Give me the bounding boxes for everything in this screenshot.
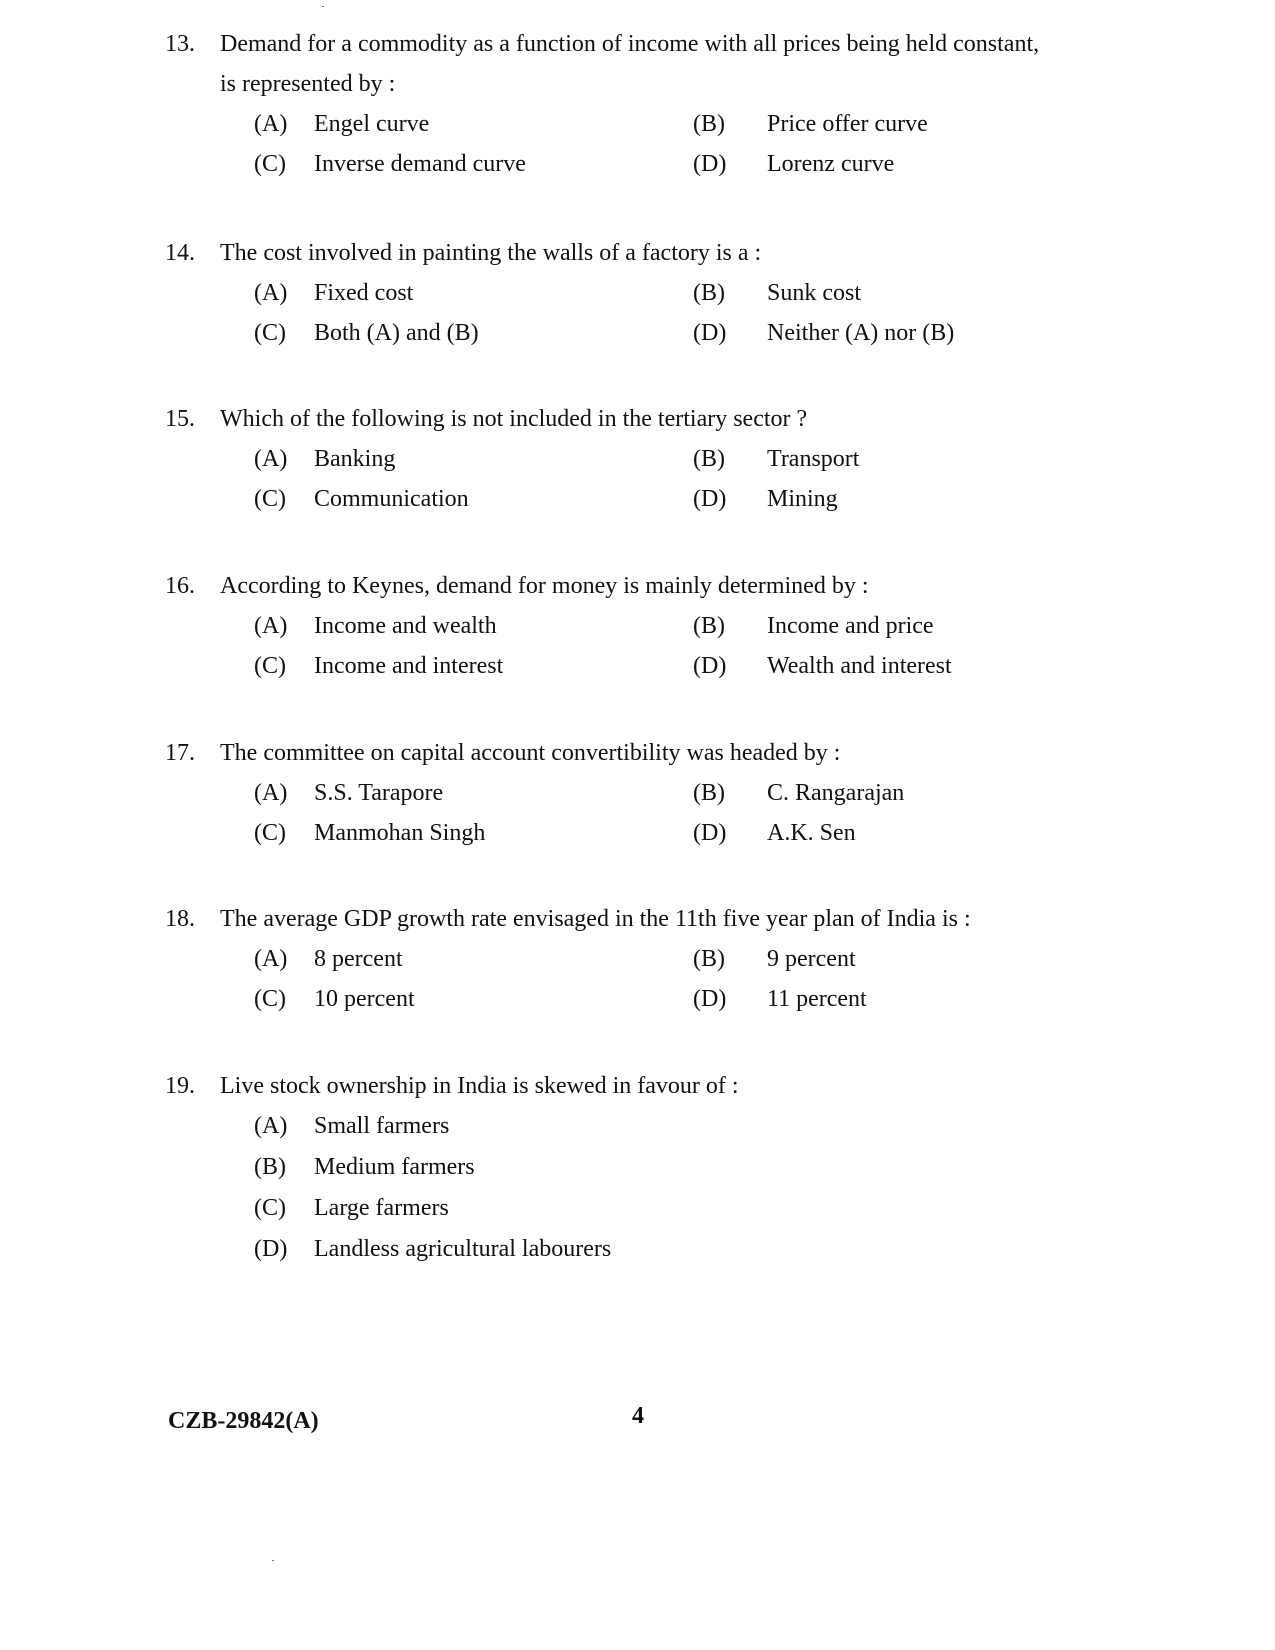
option-label: (B) <box>693 280 725 306</box>
option-text: Landless agricultural labourers <box>314 1236 612 1262</box>
option-text: Income and interest <box>314 653 504 679</box>
option-text: Manmohan Singh <box>314 820 486 846</box>
option-label: (C) <box>254 320 286 346</box>
option-text: Large farmers <box>314 1195 449 1221</box>
option-text: 8 percent <box>314 946 403 972</box>
option-label: (A) <box>254 280 288 306</box>
option-label: (C) <box>254 151 286 177</box>
question-text-line-1: The cost involved in painting the walls of a factory is a : <box>220 240 762 266</box>
option-label: (C) <box>254 986 286 1012</box>
option-text: Income and wealth <box>314 613 497 639</box>
option-text: 10 percent <box>314 986 415 1012</box>
scan-speck <box>322 6 324 7</box>
question-number: 17. <box>165 740 195 766</box>
option-label: (A) <box>254 780 288 806</box>
paper-code: CZB-29842(A) <box>168 1408 319 1434</box>
option-text: Price offer curve <box>767 111 928 137</box>
option-text: Fixed cost <box>314 280 414 306</box>
option-text: 11 percent <box>767 986 867 1012</box>
option-text: S.S. Tarapore <box>314 780 444 806</box>
option-text: Transport <box>767 446 860 472</box>
option-label: (B) <box>254 1154 286 1180</box>
option-label: (A) <box>254 946 288 972</box>
option-text: Neither (A) nor (B) <box>767 320 955 346</box>
option-label: (A) <box>254 446 288 472</box>
option-text: Communication <box>314 486 469 512</box>
option-label: (B) <box>693 780 725 806</box>
option-label: (B) <box>693 111 725 137</box>
option-label: (A) <box>254 1113 288 1139</box>
option-label: (C) <box>254 820 286 846</box>
question-number: 15. <box>165 406 195 432</box>
option-label: (A) <box>254 111 288 137</box>
option-text: Income and price <box>767 613 934 639</box>
question-number: 18. <box>165 906 195 932</box>
question-text-line-1: Live stock ownership in India is skewed in favour of : <box>220 1073 739 1099</box>
option-text: Banking <box>314 446 396 472</box>
question-number: 13. <box>165 31 195 57</box>
question-text-line-1: The average GDP growth rate envisaged in the 11th five year plan of India is : <box>220 906 971 932</box>
option-label: (D) <box>254 1236 288 1262</box>
option-label: (C) <box>254 653 286 679</box>
option-text: Small farmers <box>314 1113 450 1139</box>
option-text: Lorenz curve <box>767 151 895 177</box>
question-number: 14. <box>165 240 195 266</box>
question-text-line-1: Which of the following is not included in the tertiary sector ? <box>220 406 808 432</box>
question-number: 19. <box>165 1073 195 1099</box>
option-label: (C) <box>254 486 286 512</box>
option-text: Engel curve <box>314 111 430 137</box>
option-text: Both (A) and (B) <box>314 320 479 346</box>
option-label: (B) <box>693 946 725 972</box>
option-label: (D) <box>693 151 727 177</box>
option-label: (A) <box>254 613 288 639</box>
option-text: Inverse demand curve <box>314 151 526 177</box>
option-label: (B) <box>693 446 725 472</box>
question-text-line-2: is represented by : <box>220 71 396 97</box>
question-text-line-1: Demand for a commodity as a function of income with all prices being held constant, <box>220 31 1040 57</box>
option-text: Wealth and interest <box>767 653 952 679</box>
option-label: (D) <box>693 320 727 346</box>
option-text: C. Rangarajan <box>767 780 905 806</box>
option-label: (D) <box>693 486 727 512</box>
page-number: 4 <box>632 1403 644 1429</box>
scan-speck <box>272 1560 274 1561</box>
option-label: (B) <box>693 613 725 639</box>
question-text-line-1: The committee on capital account convertibility was headed by : <box>220 740 841 766</box>
option-label: (D) <box>693 653 727 679</box>
option-label: (D) <box>693 820 727 846</box>
option-text: Mining <box>767 486 838 512</box>
option-text: A.K. Sen <box>767 820 856 846</box>
option-text: 9 percent <box>767 946 856 972</box>
question-number: 16. <box>165 573 195 599</box>
option-text: Medium farmers <box>314 1154 475 1180</box>
option-label: (C) <box>254 1195 286 1221</box>
question-text-line-1: According to Keynes, demand for money is mainly determined by : <box>220 573 869 599</box>
option-text: Sunk cost <box>767 280 862 306</box>
option-label: (D) <box>693 986 727 1012</box>
